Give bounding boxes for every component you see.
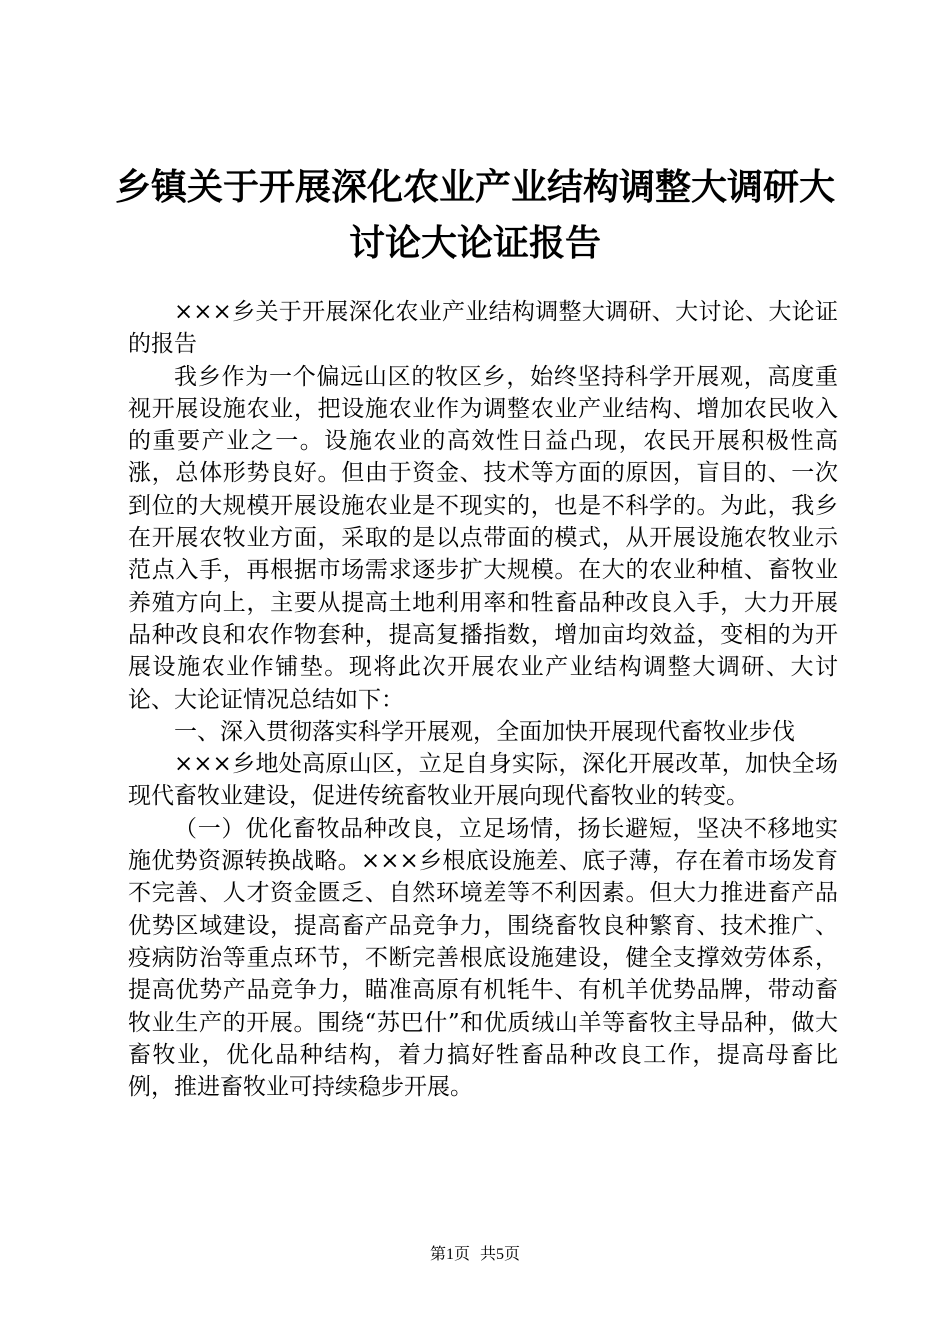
page-number: 第1页 — [429, 1246, 470, 1263]
page-total: 共5页 — [480, 1246, 521, 1263]
document-title-line-2: 讨论大论证报告 — [348, 223, 601, 264]
paragraph-introduction: 我乡作为一个偏远山区的牧区乡，始终坚持科学开展观，高度重视开展设施农业，把设施农业作为调整农业产业结构、增加农民收入的重要产业之一。设施农业的高效性日益凸现，农民开展积极性高涨，总体形势良好。但由于资金、技术等方面的原因，盲目的、一次到位的大规模开展设施农业是不现实的，也是不科学的。为此，我乡在开展农牧业方面，采取的是以点带面的模式，从开展设施农牧业示范点入手，再根据市场需求逐步扩大规模。在大的农业种植、畜牧业养殖方向上，主要从提高土地利用率和牲畜品种改良入手，大力开展品种改良和农作物套种，提高复播指数，增加亩均效益，变相的为开展设施农业作铺垫。现将此次开展农业产业结构调整大调研、大讨论、大论证情况总结如下： — [128, 363, 838, 713]
paragraph-report-heading: ×××乡关于开展深化农业产业结构调整大调研、大讨论、大论证的报告 — [128, 299, 838, 358]
paragraph-subsection-1: （一）优化畜牧品种改良，立足场情，扬长避短，坚决不移地实施优势资源转换战略。×××乡根底设施差、底子薄，存在着市场发育不完善、人才资金匮乏、自然环境差等不利因素。但大力推进畜产品优势区域建设，提高畜产品竞争力，围绕畜牧良种繁育、技术推广、疫病防治等重点环节，不断完善根底设施建设，健全支撑效劳体系，提高优势产品竞争力，瞄准高原有机牦牛、有机羊优势品牌，带动畜牧业生产的开展。围绕“苏巴什”和优质绒山羊等畜牧主导品种，做大畜牧业，优化品种结构，着力搞好牲畜品种改良工作，提高母畜比例，推进畜牧业可持续稳步开展。 — [128, 815, 838, 1101]
paragraph-section-1-heading: 一、深入贯彻落实科学开展观，全面加快开展现代畜牧业步伐 — [174, 718, 795, 745]
page-footer — [0, 1245, 950, 1265]
document-title-line-1: 乡镇关于开展深化农业产业结构调整大调研大 — [114, 167, 835, 208]
paragraph-section-1-intro: ×××乡地处高原山区，立足自身实际，深化开展改革，加快全场现代畜牧业建设，促进传统畜牧业开展向现代畜牧业的转变。 — [128, 751, 838, 810]
document-body — [128, 296, 838, 1103]
